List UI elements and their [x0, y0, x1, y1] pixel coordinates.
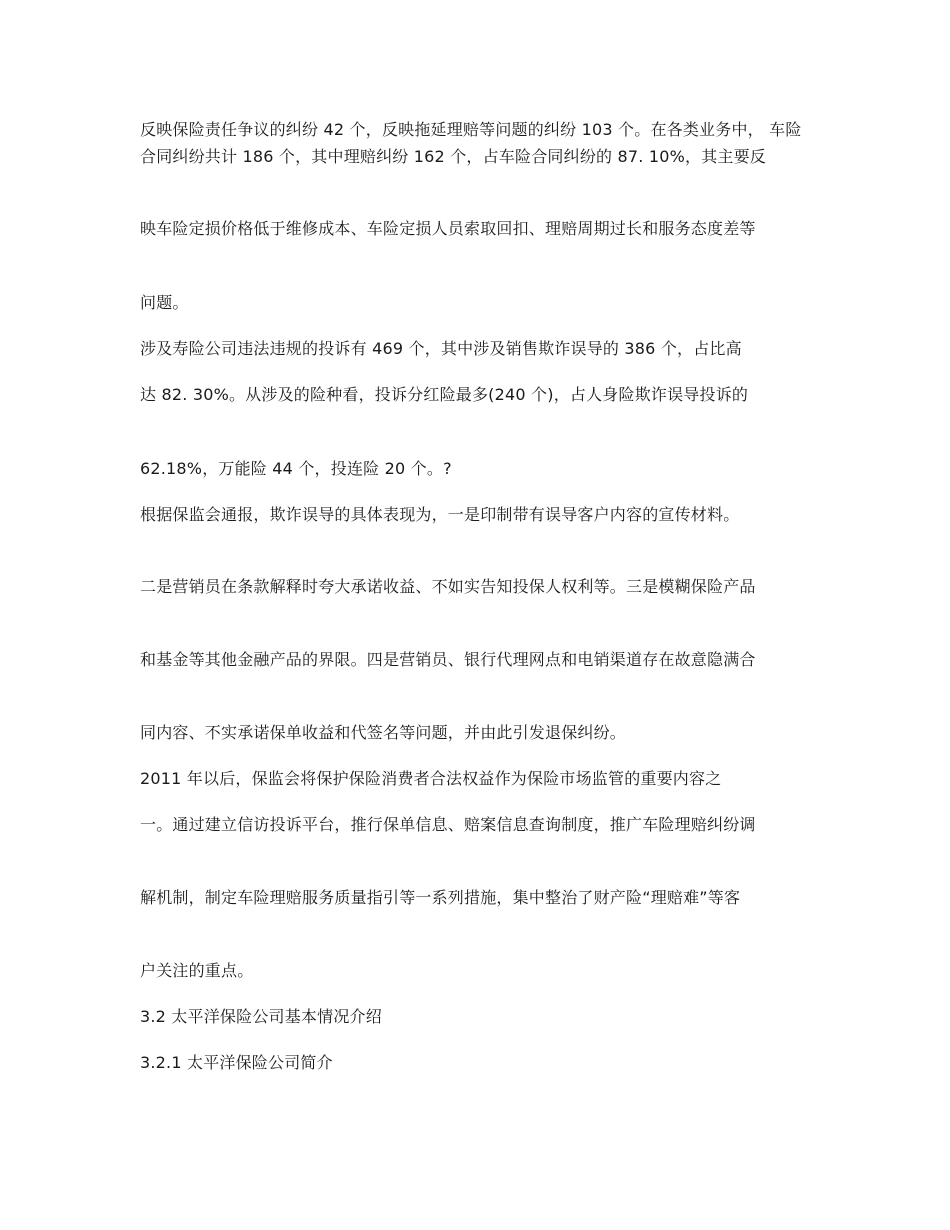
- paragraph-auto-claims-issues: 映车险定损价格低于维修成本、车险定损人员索取回扣、理赔周期过长和服务态度差等: [140, 219, 756, 238]
- paragraph-fraud-fourth: 和基金等其他金融产品的界限。四是营销员、银行代理网点和电销渠道存在故意隐满合: [140, 650, 756, 669]
- paragraph-life-insurance-complaints: 涉及寿险公司违法违规的投诉有 469 个，其中涉及销售欺诈误导的 386 个，占比高: [140, 339, 742, 358]
- section-heading-3-2-1: 3.2.1 太平洋保险公司简介: [140, 1053, 333, 1072]
- paragraph-surrender-disputes: 同内容、不实承诺保单收益和代签名等问题，并由此引发退保纠纷。: [140, 723, 627, 742]
- paragraph-customer-focus: 户关注的重点。: [140, 961, 254, 980]
- paragraph-claims-mechanism: 解机制，制定车险理赔服务质量指引等一系列措施，集中整治了财产险“理赔难”等客: [140, 888, 741, 907]
- section-heading-3-2: 3.2 太平洋保险公司基本情况介绍: [140, 1007, 382, 1026]
- paragraph-fraud-second-third: 二是营销员在条款解释时夸大承诺收益、不如实告知投保人权利等。三是模糊保险产品: [140, 577, 756, 596]
- paragraph-problems: 问题。: [140, 293, 189, 312]
- paragraph-regulation-2011: 2011 年以后，保监会将保护保险消费者合法权益作为保险市场监管的重要内容之: [140, 769, 722, 788]
- paragraph-insurance-disputes: 反映保险责任争议的纠纷 42 个，反映拖延理赔等问题的纠纷 103 个。在各类业务中， 车险合同纠纷共计 186 个，其中理赔纠纷 162 个，占车险合同纠纷的 87. 10%，其主要反: [140, 120, 802, 166]
- paragraph-dividend-insurance: 达 82. 30%。从涉及的险种看，投诉分红险最多(240 个)，占人身险欺诈误导投诉的: [140, 385, 749, 404]
- paragraph-fraud-overview: 根据保监会通报，欺诈误导的具体表现为，一是印制带有误导客户内容的宣传材料。: [140, 505, 740, 524]
- paragraph-universal-insurance: 62.18%，万能险 44 个，投连险 20 个。?: [140, 459, 452, 478]
- paragraph-complaint-platform: 一。通过建立信访投诉平台，推行保单信息、赔案信息查询制度，推广车险理赔纠纷调: [140, 815, 756, 834]
